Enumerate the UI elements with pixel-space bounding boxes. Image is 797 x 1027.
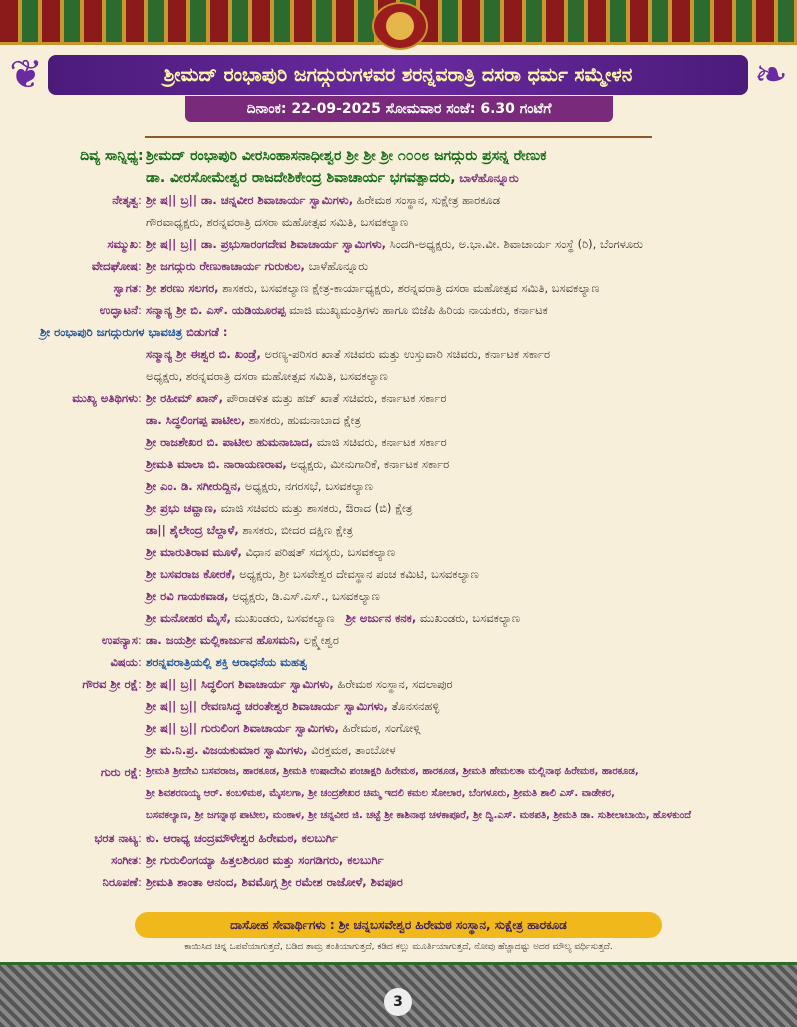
upanyasa-row: ಉಪನ್ಯಾಸ : ಡಾ. ಜಯಶ್ರೀ ಮಲ್ಲಿಕಾರ್ಜುನ ಹೊಸಮನಿ, ಲಕ್ಷ್ಮೇಶ್ವರ xyxy=(101,633,339,647)
bharata-row: ಭರತ ನಾಟ್ಯ : ಕು. ಆರಾಧ್ಯ ಚಂದ್ರಮೌಳೇಶ್ವರ ಹಿರೇಮಠ, ಕಲಬುರ್ಗಿ xyxy=(94,831,338,845)
guest-row: ಶ್ರೀ ರವಿ ಗಾಯಕವಾಡ, ಅಧ್ಯಕ್ಷರು, ಡಿ.ಎಸ್.ಎಸ್., ಬಸವಕಲ್ಯಾಣ xyxy=(146,589,380,603)
gaurava-row: ಶ್ರೀ ಷ|| ಬ್ರ|| ಗುರುಲಿಂಗ ಶಿವಾಚಾರ್ಯ ಸ್ವಾಮಿಗಳು, ಹಿರೇಮಠ, ಸಂಗೋಳ್ಗಿ xyxy=(146,721,421,735)
sangeeta-row: ಸಂಗೀತ : ಶ್ರೀ ಗುರುಲಿಂಗಯ್ಯಾ ಹಿತ್ತಲಶಿರೂರ ಮತ್ತು ಸಂಗಡಿಗರು, ಕಲಬುರ್ಗಿ xyxy=(111,853,384,867)
guru-rakshe-row: ಗುರು ರಕ್ಷೆ : ಶ್ರೀಮತಿ ಶ್ರೀದೇವಿ ಬಸವರಾಜ, ಹಾರಕೂಡ, ಶ್ರೀಮತಿ ಉಷಾದೇವಿ ಪಂಚಾಕ್ಷರಿ ಹಿರೇಮಠ, ಹಾರಕೂಡ, ಶ್ರೀಮತಿ ಹೇಮಲತಾ ಮಲ್ಲಿನಾಥ ಹಿರೇಮಠ, ಹಾರಕೂಡ, xyxy=(100,765,639,779)
gaurava-row: ಶ್ರೀ ಮ.ನಿ.ಪ್ರ. ವಿಜಯಕುಮಾರ ಸ್ವಾಮಿಗಳು, ವಿರಕ್ತಮಠ, ತಾಂಬೋಳ xyxy=(146,743,396,757)
guest-row: ಶ್ರೀ ಮನೋಹರ ಮೈಸೆ, ಮುಖಂಡರು, ಬಸವಕಲ್ಯಾಣ ಶ್ರೀ ಅರ್ಜುನ ಕನಕ, ಮುಖಂಡರು, ಬಸವಕಲ್ಯಾಣ xyxy=(146,611,521,625)
guest-row: ಡಾ. ಸಿದ್ಧಲಿಂಗಪ್ಪ ಪಾಟೀಲ, ಶಾಸಕರು, ಹುಮನಾಬಾದ ಕ್ಷೇತ್ರ xyxy=(146,413,361,427)
dasoha-banner: ದಾಸೋಹ ಸೇವಾರ್ಥಿಗಳು : ಶ್ರೀ ಚನ್ನಬಸವೇಶ್ವರ ಹಿರೇಮಠ ಸಂಸ್ಥಾನ, ಸುಕ್ಷೇತ್ರ ಹಾರಕೂಡ xyxy=(135,912,662,938)
colon: : xyxy=(138,148,144,164)
divya-line1: ಶ್ರೀಮದ್ ರಂಭಾಪುರಿ ವೀರಸಿಂಹಾಸನಾಧೀಶ್ವರ ಶ್ರೀ ಶ್ರೀ ಶ್ರೀ ೧೦೦೮ ಜಗದ್ಗುರು ಪ್ರಸನ್ನ ರೇಣುಕ xyxy=(146,148,547,164)
footer-quote: ಕಾಯಿಸಿದ ಚಿನ್ನ ಒಪವೆಯಾಗುತ್ತದೆ, ಬಡಿದ ತಾಮ್ರ ತಂತಿಯಾಗುತ್ತದೆ, ಕಡಿದ ಕಲ್ಲು ಮೂರ್ತಿಯಾಗುತ್ತದೆ, ನೋವು ಹೆಚ್ಚಾದಷ್ಟು ಅದರ ಮೌಲ್ಯ ವರ್ಧಿಸುತ್ತದೆ. xyxy=(184,942,613,952)
row-udghatane: ಉದ್ಘಾಟನೆ : ಸನ್ಮಾನ್ಯ ಶ್ರೀ ಬಿ. ಎಸ್. ಯಡಿಯೂರಪ್ಪ ಮಾಜಿ ಮುಖ್ಯಮಂತ್ರಿಗಳು ಹಾಗೂ ಬಿಜೆಪಿ ಹಿರಿಯ ನಾಯಕರು, ಕರ್ನಾಟಕ xyxy=(99,303,548,317)
guest-row: ಮುಖ್ಯ ಅತಿಥಿಗಳು : ಶ್ರೀ ರಹೀಮ್ ಖಾನ್, ಪೌರಾಡಳಿತ ಮತ್ತು ಹಜ್ ಖಾತೆ ಸಚಿವರು, ಕರ್ನಾಟಕ ಸರ್ಕಾರ xyxy=(72,391,447,405)
divya-row xyxy=(40,145,780,167)
guest-row: ಶ್ರೀ ರಾಜಶೇಖರ ಬಿ. ಪಾಟೀಲ ಹುಮನಾಬಾದ, ಮಾಜಿ ಸಚಿವರು, ಕರ್ನಾಟಕ ಸರ್ಕಾರ xyxy=(146,435,447,449)
row-swagata: ಸ್ವಾಗತ : ಶ್ರೀ ಶರಣು ಸಲಗರ, ಶಾಸಕರು, ಬಸವಕಲ್ಯಾಣ ಕ್ಷೇತ್ರ-ಕಾರ್ಯಾಧ್ಯಕ್ಷರು, ಶರನ್ನವರಾತ್ರಿ ದಸರಾ ಮಹೋತ್ಸವ ಸಮಿತಿ, ಬಸವಕಲ್ಯಾಣ xyxy=(113,281,600,295)
gaurava-row: ಗೌರವ ಶ್ರೀ ರಕ್ಷೆ : ಶ್ರೀ ಷ|| ಬ್ರ|| ಸಿದ್ಧಲಿಂಗ ಶಿವಾಚಾರ್ಯ ಸ್ವಾಮಿಗಳು, ಹಿರೇಮಠ ಸಂಸ್ಥಾನ, ಸದಲಾಪುರ xyxy=(82,677,453,691)
nirupane-row: ನಿರೂಪಣೆ : ಶ್ರೀಮತಿ ಶಾಂತಾ ಆನಂದ, ಶಿವಮೊಗ್ಗ ಶ್ರೀ ರಮೇಶ ರಾಜೋಳೆ, ಶಿವಪೂರ xyxy=(102,875,403,889)
guest-row: ಶ್ರೀ ಎಂ. ಡಿ. ಸಗೀರುದ್ದಿನ, ಅಧ್ಯಕ್ಷರು, ನಗರಸಭೆ, ಬಸವಕಲ್ಯಾಣ xyxy=(146,479,373,493)
bhavachitra-line2: ಅಧ್ಯಕ್ಷರು, ಶರನ್ನವರಾತ್ರಿ ದಸರಾ ಮಹೋತ್ಸವ ಸಮಿತಿ, ಬಸವಕಲ್ಯಾಣ xyxy=(146,369,388,383)
divya-line2: ಡಾ. ವೀರಸೋಮೇಶ್ವರ ರಾಜದೇಶಿಕೇಂದ್ರ ಶಿವಾಚಾರ್ಯ ಭಗವತ್ಪಾದರು, xyxy=(146,170,456,186)
gaurava-row: ಶ್ರೀ ಷ|| ಬ್ರ|| ರೇವಣಸಿದ್ಧ ಚರಂತೇಶ್ವರ ಶಿವಾಚಾರ್ಯ ಸ್ವಾಮಿಗಳು, ತೊನಸನಹಳ್ಳಿ xyxy=(146,699,440,713)
flower-medallion-icon xyxy=(372,2,428,50)
bhavachitra-line1: ಸನ್ಮಾನ್ಯ ಶ್ರೀ ಈಶ್ವರ ಬಿ. ಖಂಡ್ರೆ, ಅರಣ್ಯ-ಪರಿಸರ ಖಾತೆ ಸಚಿವರು ಮತ್ತು ಉಸ್ತುವಾರಿ ಸಚಿವರು, ಕರ್ನಾಟಕ ಸರ್ಕಾರ xyxy=(146,347,551,361)
event-title: ಶ್ರೀಮದ್ ರಂಭಾಪುರಿ ಜಗದ್ಗುರುಗಳವರ ಶರನ್ನವರಾತ್ರಿ ದಸರಾ ಧರ್ಮ ಸಮ್ಮೇಳನ xyxy=(48,55,748,95)
guest-row: ಶ್ರೀ ಮಾರುತಿರಾವ ಮೂಳೆ, ವಿಧಾನ ಪರಿಷತ್ ಸದಸ್ಯರು, ಬಸವಕಲ್ಯಾಣ xyxy=(146,545,396,559)
guest-row: ಡಾ|| ಶೈಲೇಂದ್ರ ಬೆಲ್ದಾಳೆ, ಶಾಸಕರು, ಬೀದರ ದಕ್ಷಿಣ ಕ್ಷೇತ್ರ xyxy=(146,523,353,537)
paisley-ornament-icon: ❧ xyxy=(754,52,788,98)
divya-label: ದಿವ್ಯ ಸಾನ್ನಿಧ್ಯ xyxy=(80,148,138,164)
vishaya-row: ವಿಷಯ : ಶರನ್ನವರಾತ್ರಿಯಲ್ಲಿ ಶಕ್ತಿ ಆರಾಧನೆಯ ಮಹತ್ವ xyxy=(110,655,308,669)
guru-rakshe-line: ಶ್ರೀ ಶಿವಶರಣಯ್ಯ ಆರ್. ಕಂಬಳಿಮಠ, ಮೈಸಲಗಾ, ಶ್ರೀ ಚಂದ್ರಶೇಖರ ಚಿಮ್ಮ ಇದಲಿ ಕಮಲ ಸೋಲಾರ, ಬೆಂಗಳೂರು, ಶ್ರೀಮತಿ ಶಾಲಿ ಎಸ್. ವಾಡೇಕರ, xyxy=(146,788,615,799)
row-vedaghosha: ವೇದಘೋಷ : ಶ್ರೀ ಜಗದ್ಗುರು ರೇಣುಕಾಚಾರ್ಯ ಗುರುಕುಲ, ಬಾಳೆಹೊನ್ನೂರು xyxy=(91,259,368,273)
guest-row: ಶ್ರೀ ಪ್ರಭು ಚವ್ಹಾಣ, ಮಾಜಿ ಸಚಿವರು ಮತ್ತು ಶಾಸಕರು, ಔರಾದ (ಬಿ) ಕ್ಷೇತ್ರ xyxy=(146,501,413,515)
program-details xyxy=(40,145,780,893)
row-sammukha: ಸಮ್ಮುಖ : ಶ್ರೀ ಷ|| ಬ್ರ|| ಡಾ. ಪ್ರಭುಸಾರಂಗದೇವ ಶಿವಾಚಾರ್ಯ ಸ್ವಾಮಿಗಳು, ಸಿಂದಗಿ-ಅಧ್ಯಕ್ಷರು, ಅ.ಭಾ.ವೀ. ಶಿವಾಚಾರ್ಯ ಸಂಸ್ಥೆ (ರಿ), ಬೆಂಗಳೂರು xyxy=(107,237,643,251)
scroll-divider xyxy=(145,122,652,138)
row-netrutva: ನೇತೃತ್ವ : ಶ್ರೀ ಷ|| ಬ್ರ|| ಡಾ. ಚನ್ನವೀರ ಶಿವಾಚಾರ್ಯ ಸ್ವಾಮಿಗಳು, ಹಿರೇಮಠ ಸಂಸ್ಥಾನ, ಸುಕ್ಷೇತ್ರ ಹಾರಕೂಡ xyxy=(112,193,501,207)
guest-row: ಶ್ರೀಮತಿ ಮಾಲಾ ಬಿ. ನಾರಾಯಣರಾವ, ಅಧ್ಯಕ್ಷರು, ಮೀನುಗಾರಿಕೆ, ಕರ್ನಾಟಕ ಸರ್ಕಾರ xyxy=(146,457,450,471)
paisley-ornament-icon: ❦ xyxy=(9,52,43,98)
guru-rakshe-line: ಬಸವಕಲ್ಯಾಣ, ಶ್ರೀ ಜಗನ್ನಾಥ ಪಾಟೀಲ, ಮಂಠಾಳ, ಶ್ರೀ ಚನ್ನವೀರ ಜಿ. ಚಟ್ಟೆ ಶ್ರೀ ಕಾಶಿನಾಥ ಚಳಕಾಪೂರೆ, ಶ್ರೀ ದ್ವಿ.ಎಸ್. ಮಠಪತಿ, ಶ್ರೀಮತಿ ಡಾ. ಸುಶೀಲಾಬಾಯಿ, ಹೊಳಕುಂದೆ xyxy=(146,810,692,821)
row-netrutva-2: ಗೌರವಾಧ್ಯಕ್ಷರು, ಶರನ್ನವರಾತ್ರಿ ದಸರಾ ಮಹೋತ್ಸವ ಸಮಿತಿ, ಬಸವಕಲ್ಯಾಣ xyxy=(146,215,409,229)
bhavachitra-heading: ಶ್ರೀ ರಂಭಾಪುರಿ ಜಗದ್ಗುರುಗಳ ಭಾವಚಿತ್ರ ಬಿಡುಗಡೆ : xyxy=(40,325,228,339)
guest-row: ಶ್ರೀ ಬಸವರಾಜ ಕೋರಕೆ, ಅಧ್ಯಕ್ಷರು, ಶ್ರೀ ಬಸವೇಶ್ವರ ದೇವಸ್ಥಾನ ಪಂಚ ಕಮಿಟಿ, ಬಸವಕಲ್ಯಾಣ xyxy=(146,567,479,581)
divya-line2-row xyxy=(40,167,780,189)
page-number: 3 xyxy=(384,988,412,1016)
event-date: ದಿನಾಂಕ: 22-09-2025 ಸೋಮವಾರ ಸಂಜೆ: 6.30 ಗಂಟೆಗೆ xyxy=(185,96,613,122)
divya-place: ಬಾಳೆಹೊನ್ನೂರು xyxy=(459,171,519,185)
